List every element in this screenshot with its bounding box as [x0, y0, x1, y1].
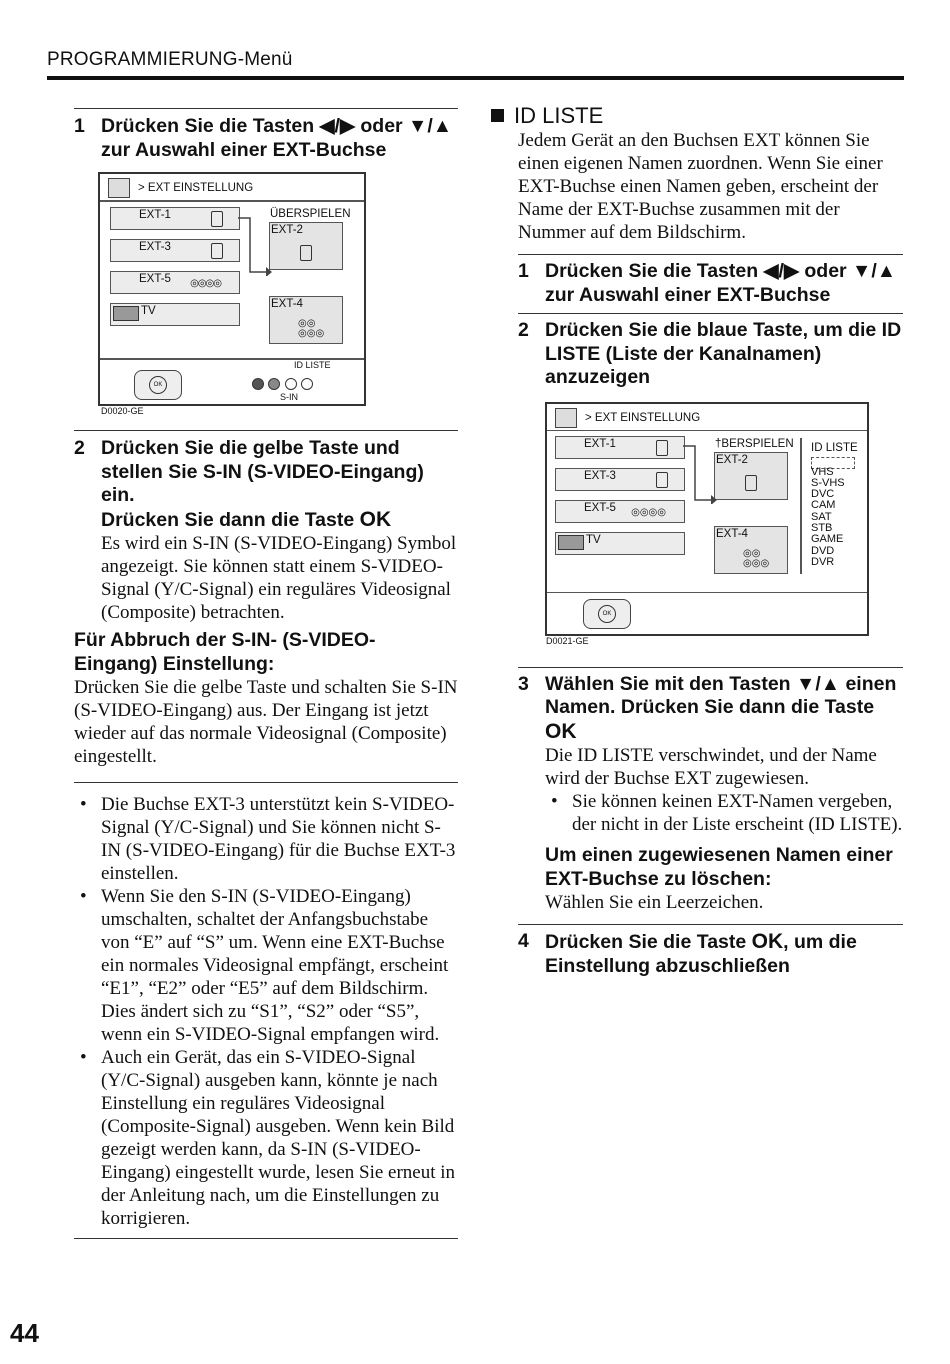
notes-list	[545, 790, 903, 836]
tv-icon	[113, 306, 139, 321]
step-description: Die ID LISTE verschwindet, und der Name wird der Buchse EXT zugewiesen.	[545, 745, 877, 789]
step-text: Wählen Sie mit den Tasten ▼/▲ einen Namen. Drücken Sie dann die Taste	[545, 672, 897, 718]
figure-code: D0021-GE	[546, 635, 589, 646]
ext-5-label: EXT-5	[139, 273, 171, 285]
step-number: 2	[518, 319, 529, 341]
step-text: Drücken Sie dann die Taste	[101, 508, 360, 531]
id-liste-label: ID LISTE	[294, 360, 331, 370]
note-text: Wenn Sie den S-IN (S-VIDEO-Eingang) umschalten, schaltet der Anfangsbuchstabe von “E” auf “S” um. Wenn eine EXT-Buchse ein normales Videosignal empfängt, erscheint “E1”, “E2” oder “E5” auf dem Bildschirm. Dies ändert sich zu “S1”, “S2” oder “S5”, wenn ein S-VIDEO-Signal empfangen wird.	[101, 886, 449, 1045]
ext-2-label: EXT-2	[271, 224, 303, 236]
bullet-icon: •	[80, 1047, 87, 1068]
id-list-item[interactable]: VHS	[811, 465, 834, 478]
step-number: 2	[74, 437, 85, 459]
step-number: 1	[74, 115, 85, 137]
note-text: Auch ein Gerät, das ein S-VIDEO-Signal (Y/C-Signal) ausgeben kann, könnte je nach Einstellung ein reguläres Videosignal (Composite-Signal) ausgeben. Wenn kein Bild gezeigt werden kann, da S-IN (S-VIDEO-Eingang) eingestellt wurde, lesen Sie erneut in der Anleitung nach, um die Einstellungen zu korrigieren.	[101, 1047, 456, 1229]
rca-jacks-icon: ◎◎ ◎◎◎	[743, 547, 770, 569]
id-list-item[interactable]: CAM	[811, 499, 836, 512]
screen-title: > EXT EINSTELLUNG	[585, 411, 701, 424]
menu-icon	[108, 178, 130, 198]
ext-2-box[interactable]	[714, 452, 788, 500]
ok-dpad-icon	[134, 370, 182, 400]
divider	[800, 438, 802, 574]
bullet-icon: •	[80, 886, 87, 907]
ext-3-row[interactable]	[110, 239, 240, 262]
id-list-item[interactable]: DVD	[811, 544, 835, 557]
ext-3-row[interactable]	[555, 468, 685, 491]
scart-icon	[300, 245, 312, 261]
delete-description: Wählen Sie ein Leerzeichen.	[545, 892, 764, 913]
page-number: 44	[10, 1318, 39, 1348]
ext-2-box[interactable]	[269, 222, 343, 270]
note-item	[545, 790, 903, 836]
divider	[518, 667, 903, 668]
step-text: Drücken Sie die blaue Taste, um die ID LISTE (Liste der Kanalnamen) anzuzeigen	[545, 319, 902, 388]
step-number: 4	[518, 930, 529, 952]
scart-icon	[656, 472, 668, 488]
id-list	[811, 467, 845, 569]
square-bullet-icon	[491, 109, 504, 122]
divider	[518, 924, 903, 925]
menu-icon	[555, 408, 577, 428]
step-1	[74, 115, 458, 162]
id-liste-label: ID LISTE	[811, 441, 858, 454]
arrow-icon	[238, 214, 272, 276]
step-text: , um die Einstellung abzuschließen	[545, 931, 857, 977]
ext-4-box[interactable]	[269, 296, 343, 344]
ok-dpad-icon	[583, 599, 631, 629]
ext-5-label: EXT-5	[584, 501, 616, 514]
divider	[100, 200, 364, 202]
ext-1-row[interactable]	[555, 436, 685, 459]
note-text: Die Buchse EXT-3 unterstützt kein S-VIDEO-Signal (Y/C-Signal) und Sie können nicht S-IN (S-VIDEO-Eingang) für die Buchse EXT-3 einstellen.	[101, 794, 456, 884]
rca-jacks-icon: ◎◎◎◎	[190, 278, 221, 289]
divider	[74, 782, 458, 783]
tv-row[interactable]	[555, 532, 685, 555]
ueberspielen-label: †BERSPIELEN	[715, 437, 794, 450]
divider	[74, 108, 458, 109]
ext-3-label: EXT-3	[584, 469, 616, 482]
id-list-item[interactable]: DVC	[811, 488, 835, 501]
step-1	[518, 260, 903, 307]
id-list-screen	[545, 402, 869, 636]
ok-label: OK	[598, 605, 616, 623]
step-number: 1	[518, 260, 529, 282]
rca-jacks-icon: ◎◎ ◎◎◎	[298, 318, 325, 339]
ok-label: OK	[149, 376, 167, 394]
step-number: 3	[518, 672, 529, 695]
right-column	[491, 103, 903, 978]
tv-row[interactable]	[110, 303, 240, 326]
step-text: Drücken Sie die Tasten ◀/▶ oder ▼/▲ zur Auswahl einer EXT-Buchse	[101, 115, 453, 161]
scart-icon	[211, 211, 223, 227]
tv-label: TV	[141, 305, 156, 317]
step-text: Drücken Sie die Tasten ◀/▶ oder ▼/▲ zur Auswahl einer EXT-Buchse	[545, 260, 897, 306]
cancel-heading: Für Abbruch der S-IN- (S-VIDEO-Eingang) Einstellung:	[74, 629, 376, 675]
divider	[547, 430, 867, 432]
notes-list	[74, 793, 458, 1230]
cancel-description: Drücken Sie die gelbe Taste und schalten Sie S-IN (S-VIDEO-Eingang) aus. Der Eingang ist jetzt wieder auf das normale Videosignal (Composite) eingestellt.	[74, 677, 458, 767]
ext-2-label: EXT-2	[716, 453, 748, 466]
section-title	[491, 103, 903, 129]
divider	[518, 254, 903, 255]
s-in-label: S-IN	[280, 392, 298, 402]
ueberspielen-label: ÜBERSPIELEN	[270, 208, 351, 220]
id-list-item[interactable]: GAME	[811, 533, 844, 546]
divider	[547, 592, 867, 594]
section-intro: Jedem Gerät an den Buchsen EXT können Sie einen eigenen Namen zuordnen. Wenn Sie einer EXT-Buchse einen Namen geben, erscheint der Name der EXT-Buchse zusammen mit der Nummer auf dem Bildschirm.	[518, 130, 883, 243]
ext-4-label: EXT-4	[716, 527, 748, 540]
note-item	[74, 1046, 458, 1230]
ext-4-label: EXT-4	[271, 298, 303, 310]
tv-label: TV	[586, 533, 601, 546]
ok-key-label: OK	[359, 507, 392, 531]
ext-settings-screen	[98, 172, 366, 406]
bullet-icon: •	[551, 791, 558, 812]
screen-title: > EXT EINSTELLUNG	[138, 182, 254, 194]
scart-icon	[745, 475, 757, 491]
ext-1-label: EXT-1	[139, 209, 171, 221]
ext-1-row[interactable]	[110, 207, 240, 230]
arrow-icon	[683, 442, 717, 504]
step-text: Drücken Sie die Taste	[545, 931, 752, 953]
ext-1-label: EXT-1	[584, 437, 616, 450]
ok-key-label: OK	[545, 719, 577, 743]
tv-icon	[558, 535, 584, 550]
note-text: Sie können keinen EXT-Namen vergeben, der nicht in der Liste erscheint (ID LISTE).	[572, 791, 903, 835]
header-rule	[47, 76, 904, 80]
step-3	[518, 673, 903, 837]
bullet-icon: •	[80, 794, 87, 815]
ext-4-box[interactable]	[714, 526, 788, 574]
id-list-item[interactable]: S-VHS	[811, 476, 845, 489]
note-item	[74, 885, 458, 1046]
divider	[74, 430, 458, 431]
delete-heading: Um einen zugewiesenen Namen einer EXT-Buchse zu löschen:	[545, 844, 893, 890]
id-list-item[interactable]: STB	[811, 521, 833, 534]
step-2	[74, 437, 458, 624]
section-title-text: ID LISTE	[514, 103, 604, 128]
step-text: Drücken Sie die gelbe Taste und stellen Sie S-IN (S-VIDEO-Eingang) ein.	[101, 437, 424, 506]
id-list-item[interactable]: DVR	[811, 555, 835, 568]
scart-icon	[656, 440, 668, 456]
ok-key-label: OK	[751, 930, 784, 953]
id-list-item[interactable]: SAT	[811, 510, 832, 523]
scart-icon	[211, 243, 223, 259]
divider	[74, 1238, 458, 1239]
step-2	[518, 319, 903, 390]
divider	[518, 313, 903, 314]
left-column	[74, 108, 458, 1239]
step-4	[518, 930, 903, 978]
figure-code: D0020-GE	[101, 406, 144, 416]
ext-5-row[interactable]	[555, 500, 685, 523]
step-text-ok	[101, 508, 458, 533]
step-description: Es wird ein S-IN (S-VIDEO-Eingang) Symbol angezeigt. Sie können statt einem S-VIDEO-Signal (Y/C-Signal) ein reguläres Videosignal (Composite) betrachten.	[101, 533, 457, 623]
rca-jacks-icon: ◎◎◎◎	[631, 506, 666, 518]
ext-3-label: EXT-3	[139, 241, 171, 253]
page-header: PROGRAMMIERUNG-Menü	[47, 49, 293, 70]
note-item	[74, 793, 458, 885]
ext-5-row[interactable]	[110, 271, 240, 294]
